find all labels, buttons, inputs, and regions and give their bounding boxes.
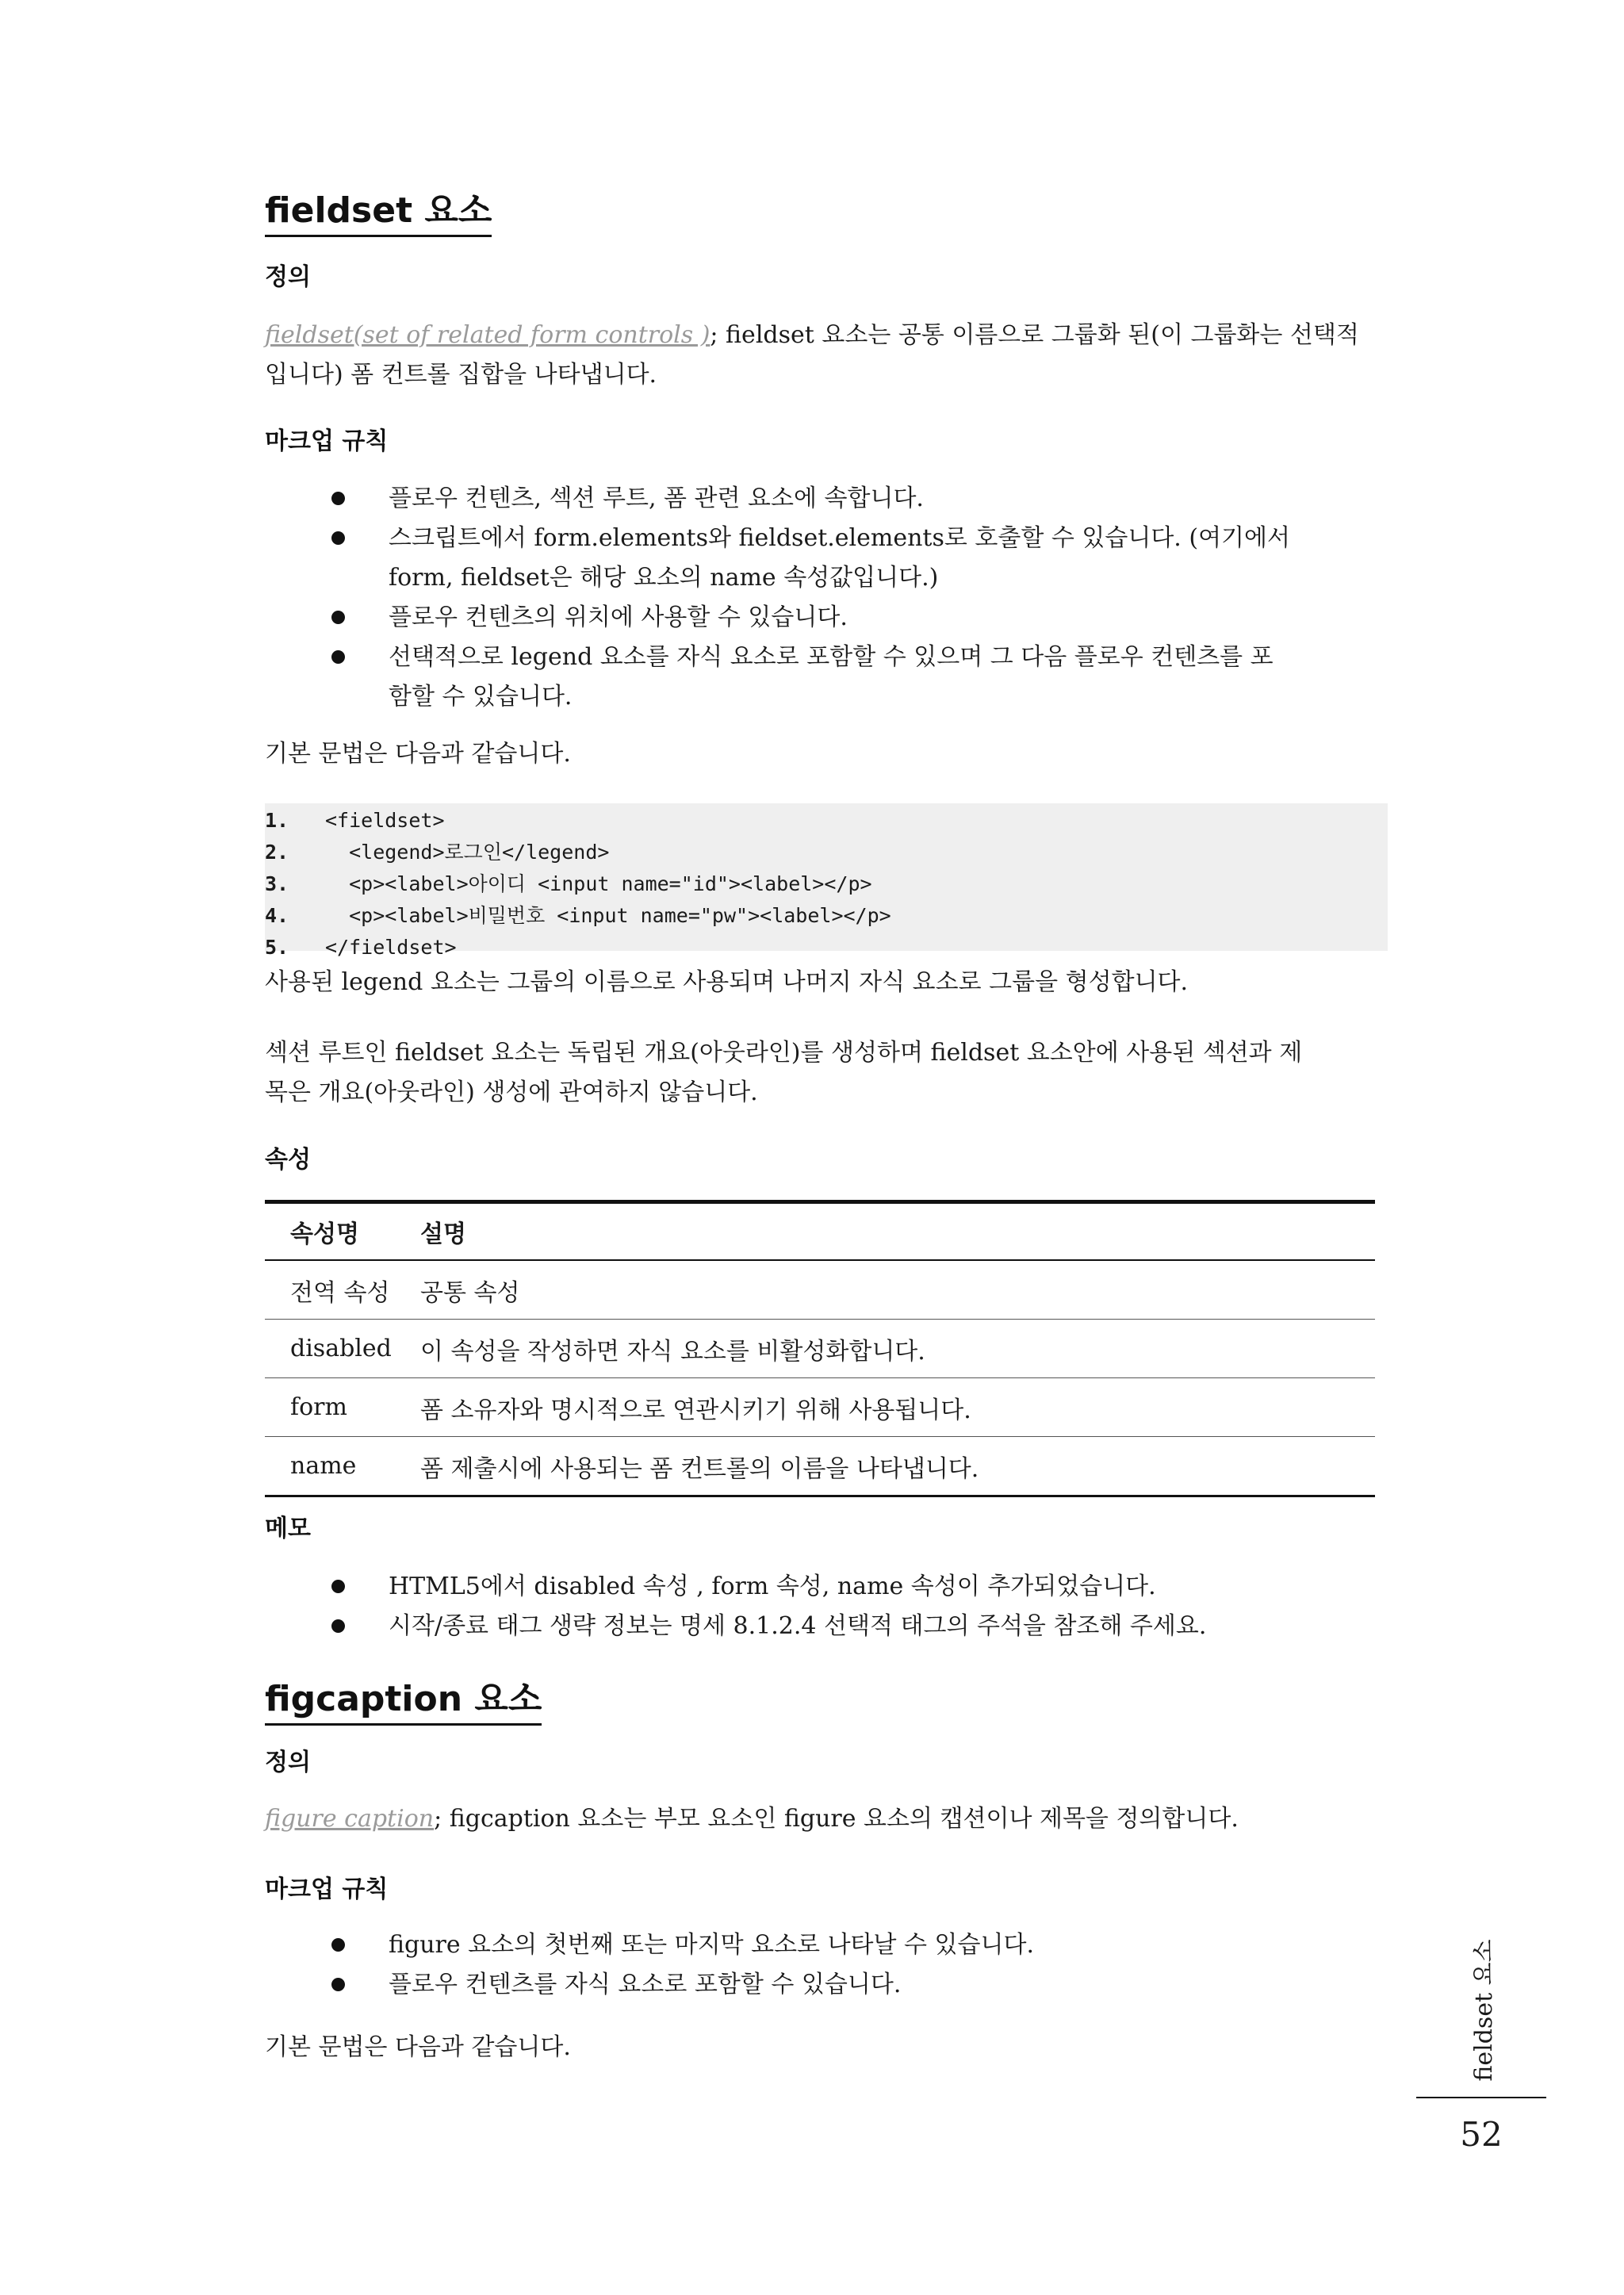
fieldset-definition-link[interactable]: fieldset(set of related form controls ) <box>265 321 710 349</box>
code-line <box>265 898 1388 930</box>
code-line <box>265 835 1388 867</box>
bullet-icon <box>331 1619 345 1633</box>
figcaption-definition-text: figcaption 요소는 부모 요소인 figure 요소의 캡션이나 제목을 정의합니다. <box>442 1805 1239 1833</box>
list-item <box>265 598 1375 638</box>
code-line-number: 4. <box>265 904 289 927</box>
table-row <box>265 1260 1375 1320</box>
list-item <box>265 1567 1375 1607</box>
fieldset-code-block <box>265 803 1388 959</box>
attribute-name: form <box>290 1393 347 1421</box>
code-line-text: <legend>로그인</legend> <box>325 841 610 864</box>
list-item-text: 플로우 컨텐츠, 섹션 루트, 폼 관련 요소에 속합니다. <box>389 485 924 512</box>
fieldset-definition <box>265 316 1375 395</box>
figcaption-definition <box>265 1799 1375 1839</box>
fieldset-definition-heading: 정의 <box>265 263 311 291</box>
bullet-icon <box>331 492 345 505</box>
fieldset-definition-text-1: fieldset 요소는 공통 이름으로 그룹화 된(이 그룹화는 선택적 <box>718 321 1359 349</box>
list-item <box>265 519 1375 598</box>
list-item-text: 플로우 컨텐츠의 위치에 사용할 수 있습니다. <box>389 603 848 631</box>
list-item <box>265 1607 1375 1646</box>
list-item-text: HTML5에서 disabled 속성 , form 속성, name 속성이 추가되었습니다. <box>389 1573 1156 1600</box>
definition-separator: ; <box>434 1805 442 1833</box>
list-item <box>265 479 1375 519</box>
code-line-number: 2. <box>265 841 289 864</box>
code-line-number: 1. <box>265 809 289 832</box>
fieldset-markup-rules <box>265 479 1375 717</box>
bullet-icon <box>331 611 345 624</box>
list-item-text: 시작/종료 태그 생략 정보는 명세 8.1.2.4 선택적 태그의 주석을 참조해 주세요. <box>389 1612 1207 1640</box>
attribute-name: 전역 속성 <box>290 1278 390 1307</box>
table-row <box>265 1378 1375 1437</box>
side-section-label <box>1457 1935 1505 2086</box>
outline-note-line: 목은 개요(아웃라인) 생성에 관여하지 않습니다. <box>265 1079 758 1106</box>
fieldset-attributes-heading: 속성 <box>265 1146 311 1174</box>
table-row <box>265 1437 1375 1496</box>
figcaption-definition-link[interactable]: figure caption <box>265 1805 435 1833</box>
fieldset-title: fieldset 요소 <box>265 189 492 237</box>
list-item-text: 스크립트에서 form.elements와 fieldset.elements로 호출할 수 있습니다. (여기에서 <box>389 524 1291 552</box>
fieldset-legend-note: 사용된 legend 요소는 그룹의 이름으로 사용되며 나머지 자식 요소로 그룹을 형성합니다. <box>265 968 1189 996</box>
bullet-icon <box>331 1978 345 1991</box>
list-item <box>265 1925 1375 1965</box>
code-line-number: 3. <box>265 872 289 895</box>
table-row <box>265 1320 1375 1378</box>
code-line-text: </fieldset> <box>325 936 457 959</box>
code-line-text: <p><label>아이디 <input name="id"><label></p> <box>325 872 872 895</box>
attribute-name: name <box>290 1452 357 1480</box>
attribute-description: 이 속성을 작성하면 자식 요소를 비활성화합니다. <box>420 1337 925 1366</box>
attribute-description: 폼 소유자와 명시적으로 연관시키기 위해 사용됩니다. <box>420 1396 971 1424</box>
side-section-label-text: fieldset 요소 <box>1470 1939 1498 2082</box>
page-number-divider <box>1416 2097 1546 2098</box>
bullet-icon <box>331 531 345 545</box>
code-line-number: 5. <box>265 936 289 959</box>
code-line <box>265 867 1388 898</box>
code-line-text: <fieldset> <box>325 809 445 832</box>
code-line <box>265 930 1388 962</box>
bullet-icon <box>331 1938 345 1952</box>
column-header-description: 설명 <box>420 1220 466 1248</box>
list-item-text: 플로우 컨텐츠를 자식 요소로 포함할 수 있습니다. <box>389 1971 902 1998</box>
list-item-text: 함할 수 있습니다. <box>389 683 573 711</box>
list-item <box>265 638 1375 717</box>
code-line-text: <p><label>비밀번호 <input name="pw"><label></p> <box>325 904 891 927</box>
fieldset-memo-list <box>265 1567 1375 1646</box>
figcaption-title: figcaption 요소 <box>265 1677 542 1726</box>
attribute-name: disabled <box>290 1335 392 1362</box>
page-number: 52 <box>1460 2115 1503 2154</box>
bullet-icon <box>331 1580 345 1593</box>
fieldset-definition-text-2: 입니다) 폼 컨트롤 집합을 나타냅니다. <box>265 361 657 389</box>
attributes-table <box>265 1200 1375 1497</box>
column-header-attribute: 속성명 <box>290 1220 359 1248</box>
bullet-icon <box>331 650 345 664</box>
list-item-text: form, fieldset은 해당 요소의 name 속성값입니다.) <box>389 564 939 592</box>
outline-note-line: 섹션 루트인 fieldset 요소는 독립된 개요(아웃라인)를 생성하며 fieldset 요소안에 사용된 섹션과 제 <box>265 1039 1303 1067</box>
code-line <box>265 803 1388 835</box>
fieldset-markup-heading: 마크업 규칙 <box>265 427 389 455</box>
fieldset-memo-heading: 메모 <box>265 1515 311 1542</box>
list-item-text: figure 요소의 첫번째 또는 마지막 요소로 나타날 수 있습니다. <box>389 1931 1035 1959</box>
fieldset-syntax-intro: 기본 문법은 다음과 같습니다. <box>265 740 571 768</box>
list-item <box>265 1965 1375 2005</box>
figcaption-markup-rules <box>265 1925 1375 2005</box>
figcaption-syntax-intro: 기본 문법은 다음과 같습니다. <box>265 2033 571 2061</box>
definition-separator: ; <box>710 321 718 349</box>
attribute-description: 폼 제출시에 사용되는 폼 컨트롤의 이름을 나타냅니다. <box>420 1454 979 1483</box>
fieldset-outline-note <box>265 1033 1375 1113</box>
figcaption-markup-heading: 마크업 규칙 <box>265 1875 389 1903</box>
table-header-row <box>265 1202 1375 1261</box>
figcaption-definition-heading: 정의 <box>265 1749 311 1776</box>
attribute-description: 공통 속성 <box>420 1278 520 1307</box>
list-item-text: 선택적으로 legend 요소를 자식 요소로 포함할 수 있으며 그 다음 플로우 컨텐츠를 포 <box>389 643 1274 671</box>
